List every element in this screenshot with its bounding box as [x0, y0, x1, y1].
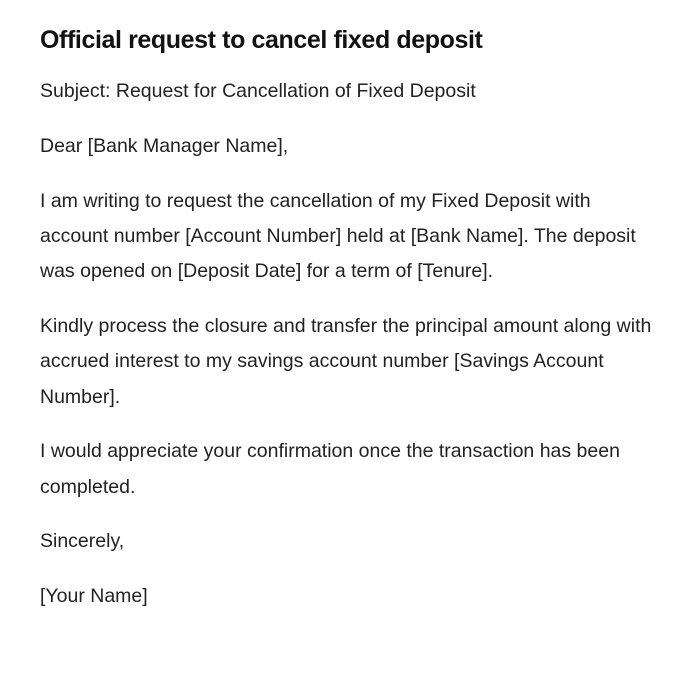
salutation: Dear [Bank Manager Name],	[40, 134, 289, 157]
body-paragraph-1: I am writing to request the cancellation of my Fixed Deposit with account number [Account Number] held at [Bank Name]. The deposit was opened on [Deposit Date] for a term of [Tenure].	[40, 189, 636, 283]
closing: Sincerely,	[40, 530, 125, 553]
body-paragraph-3: I would appreciate your confirmation once the transaction has been completed.	[40, 440, 620, 498]
letter-title: Official request to cancel fixed deposit	[40, 26, 483, 54]
letter-page	[40, 24, 660, 634]
signature-placeholder: [Your Name]	[40, 585, 148, 608]
body-paragraph-2: Kindly process the closure and transfer the principal amount along with accrued interest to my savings account number [Savings Account Number].	[40, 314, 652, 408]
subject-line: Subject: Request for Cancellation of Fixed Deposit	[40, 80, 476, 102]
